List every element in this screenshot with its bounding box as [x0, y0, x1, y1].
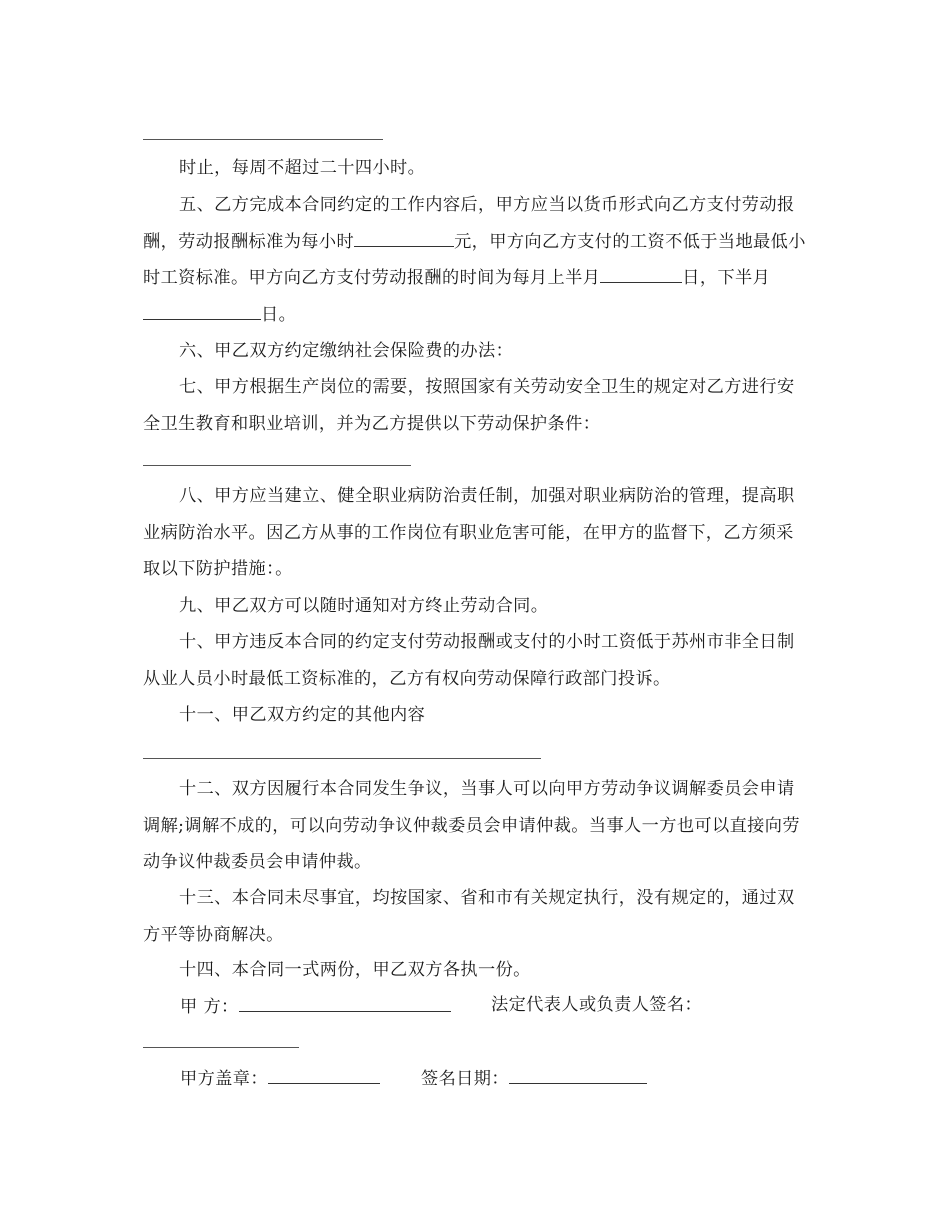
party-a-seal-label: 甲方盖章： [180, 1069, 268, 1089]
paragraph-6-social-insurance: 六、甲乙双方约定缴纳社会保险费的办法： [179, 341, 514, 361]
paragraph-14-copies: 十四、本合同一式两份，甲乙双方各执一份。 [179, 960, 531, 980]
paragraph-hours-limit: 时止，每周不超过二十四小时。 [179, 158, 426, 178]
party-a-seal-row [180, 1065, 380, 1091]
party-a-label: 甲 方： [180, 997, 239, 1017]
legal-rep-label-row [491, 993, 702, 1017]
party-a-signature-row [180, 993, 451, 1019]
paragraph-5-text-c: 日，下半月 [682, 268, 771, 288]
sign-date-label: 签名日期： [421, 1069, 509, 1089]
legal-rep-signature-blank-line [143, 1047, 299, 1048]
paragraph-12-dispute: 十二、双方因履行本合同发生争议，当事人可以向甲方劳动争议调解委员会申请调解;调解不成的，可以向劳动争议仲裁委员会申请仲裁。当事人一方也可以直接向劳动争议仲裁委员会申请仲裁。 [143, 779, 800, 872]
first-half-month-day-blank [600, 264, 682, 283]
second-half-month-day-blank [143, 301, 261, 320]
hourly-rate-blank [354, 228, 454, 247]
paragraph-7-labor-protection: 七、甲方根据生产岗位的需要，按照国家有关劳动安全卫生的规定对乙方进行安全卫生教育和职业培训，并为乙方提供以下劳动保护条件： [143, 377, 795, 434]
top-blank-line [143, 139, 383, 140]
paragraph-5-remuneration [143, 187, 808, 333]
party-a-seal-blank [268, 1065, 380, 1084]
sign-date-row [421, 1065, 647, 1091]
paragraph-11-other-content: 十一、甲乙双方约定的其他内容 [179, 705, 426, 725]
paragraph-13-unresolved-matters: 十三、本合同未尽事宜，均按国家、省和市有关规定执行，没有规定的，通过双方平等协商解决。 [143, 888, 795, 945]
other-content-blank-line [143, 758, 541, 759]
paragraph-10-complaint: 十、甲方违反本合同的约定支付劳动报酬或支付的小时工资低于苏州市非全日制从业人员小时最低工资标准的，乙方有权向劳动保障行政部门投诉。 [143, 632, 795, 689]
paragraph-5-text-a: 五、乙方完成本合同约定的工作内容后，甲方应当以货币形式向乙方支付劳动报酬，劳动报酬标准为每小时 [143, 195, 795, 252]
party-a-blank [239, 993, 451, 1012]
paragraph-5-text-d: 日。 [261, 304, 297, 325]
sign-date-blank [509, 1065, 647, 1084]
paragraph-8-occupational-disease: 八、甲方应当建立、健全职业病防治责任制，加强对职业病防治的管理，提高职业病防治水平。因乙方从事的工作岗位有职业危害可能，在甲方的监督下，乙方须采取以下防护措施：。 [143, 486, 795, 579]
legal-rep-label: 法定代表人或负责人签名： [491, 995, 703, 1015]
paragraph-9-termination: 九、甲乙双方可以随时通知对方终止劳动合同。 [179, 596, 549, 616]
paragraph-5-text-b: 元，甲方向乙方支付的工资不低于当地最低小时工资标准。甲方向乙方支付劳动报酬的时间为每月上半月 [143, 231, 806, 288]
protection-conditions-blank-line [143, 465, 411, 466]
